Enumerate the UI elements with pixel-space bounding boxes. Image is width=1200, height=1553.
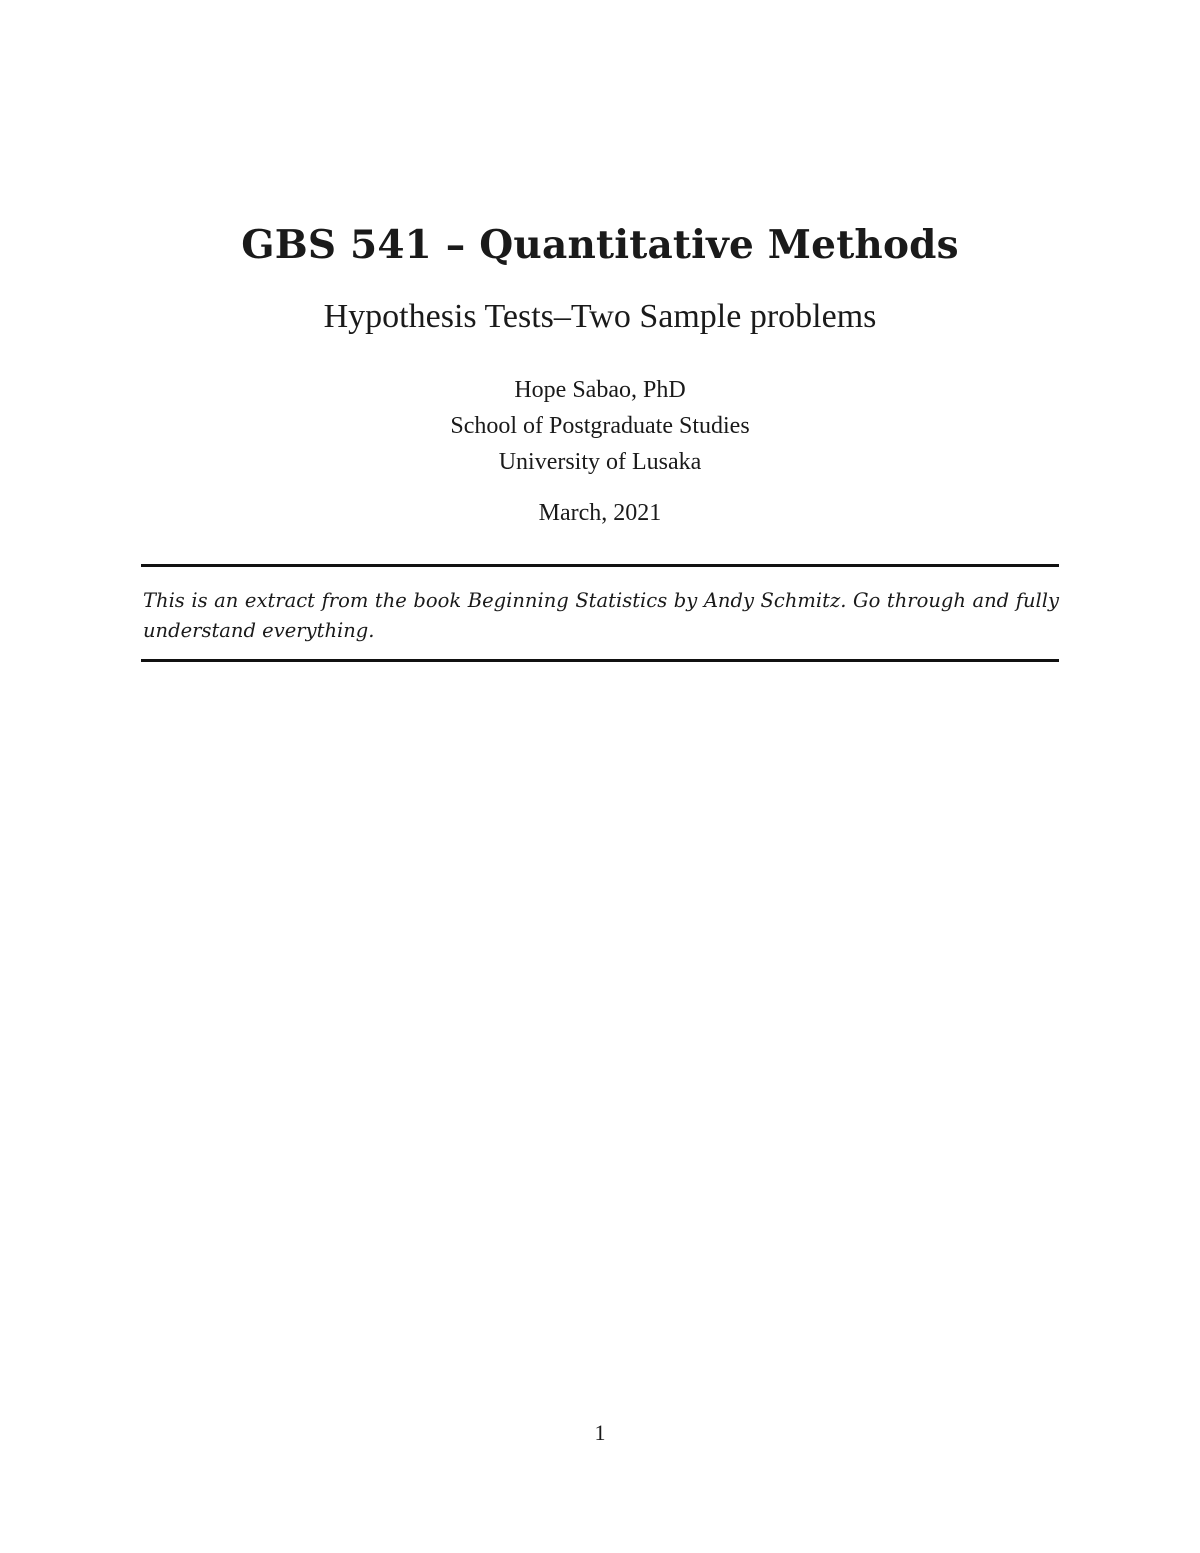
- author-department: School of Postgraduate Studies: [450, 413, 750, 439]
- document-subtitle: Hypothesis Tests–Two Sample problems: [323, 298, 877, 335]
- author-institution: University of Lusaka: [498, 449, 702, 475]
- author-name: Hope Sabao, PhD: [514, 377, 686, 403]
- bottom-rule: [141, 659, 1059, 662]
- document-date: March, 2021: [538, 500, 662, 526]
- top-rule: [141, 564, 1059, 567]
- document-title: GBS 541 – Quantitative Methods: [241, 222, 959, 268]
- page-number: 1: [594, 1420, 606, 1445]
- extract-note: This is an extract from the book Beginning Statistics by Andy Schmitz. Go through and fully understand everything.: [143, 589, 1059, 642]
- author-block: [0, 372, 1200, 480]
